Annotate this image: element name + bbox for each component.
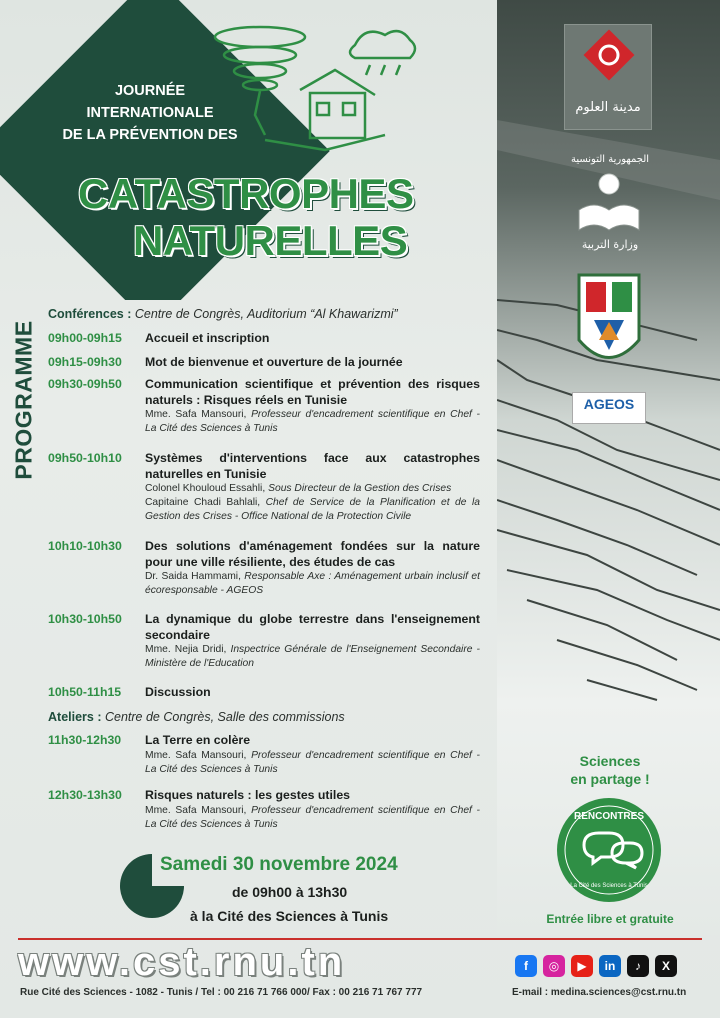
item-speaker bbox=[145, 749, 480, 777]
x-icon[interactable]: X bbox=[655, 955, 677, 977]
speaker-role: Professeur d'encadrement scientifique en Chef - La Cité des Sciences à Tunis bbox=[145, 749, 480, 775]
program-item bbox=[48, 331, 480, 347]
speaker-role: Professeur d'encadrement scientifique en Chef - La Cité des Sciences à Tunis bbox=[145, 409, 480, 434]
title-intro bbox=[30, 80, 270, 146]
civil-protection-badge-icon bbox=[574, 270, 644, 375]
footer-email[interactable]: E-mail : medina.sciences@cst.rnu.tn bbox=[512, 987, 687, 998]
item-time: 10h10-10h30 bbox=[48, 539, 122, 553]
item-title: Accueil et inscription bbox=[145, 331, 270, 345]
speaker-name: Mme. Nejia Dridi, bbox=[145, 644, 227, 655]
item-title: Des solutions d'aménagement fondées sur la nature pour une ville résiliente, des études de cas bbox=[145, 539, 480, 569]
instagram-icon[interactable]: ◎ bbox=[543, 955, 565, 977]
rencontres-subtext: La Cité des Sciences à Tunis bbox=[570, 883, 648, 889]
ageos-logo: AGEOS bbox=[572, 392, 646, 424]
event-date: Samedi 30 novembre 2024 bbox=[160, 854, 398, 875]
republic-text: الجمهورية التونسية bbox=[570, 154, 650, 165]
linkedin-icon[interactable]: in bbox=[599, 955, 621, 977]
speaker-name: Mme. Safa Mansouri, bbox=[145, 804, 247, 816]
speaker-role: Inspectrice Générale de l'Enseignement Secondaire - Ministère de l'Education bbox=[145, 644, 480, 669]
rencontres-logo bbox=[554, 795, 664, 905]
medina-diamond-icon bbox=[565, 25, 653, 105]
sciences-text: Sciences bbox=[579, 753, 641, 769]
workshop-item bbox=[48, 788, 480, 832]
item-time: 12h30-13h30 bbox=[48, 788, 122, 802]
speaker-name: Dr. Saida Hammami, bbox=[145, 571, 241, 582]
event-place: à la Cité des Sciences à Tunis bbox=[190, 908, 389, 924]
item-speaker bbox=[145, 408, 480, 436]
item-title: Mot de bienvenue et ouverture de la journée bbox=[145, 355, 403, 369]
ateliers-heading bbox=[48, 710, 345, 724]
title-line-2: INTERNATIONALE bbox=[86, 105, 214, 121]
item-time: 10h50-11h15 bbox=[48, 685, 122, 699]
facebook-icon[interactable]: f bbox=[515, 955, 537, 977]
item-time: 09h30-09h50 bbox=[48, 377, 122, 391]
program-item bbox=[48, 451, 480, 524]
main-title-catastrophes: CATASTROPHES bbox=[78, 170, 414, 217]
ateliers-location: Centre de Congrès, Salle des commissions bbox=[104, 710, 345, 724]
title-line-3: DE LA PRÉVENTION DES bbox=[62, 127, 238, 143]
speaker-role: Professeur d'encadrement scientifique en Chef - La Cité des Sciences à Tunis bbox=[145, 804, 480, 830]
speaker-role: Chef de Service de la Planification et de la Gestion des Crises - Office National de la Protection Civile bbox=[145, 497, 480, 522]
item-title: La Terre en colère bbox=[145, 733, 251, 747]
ateliers-label: Ateliers : bbox=[48, 710, 102, 724]
program-item bbox=[48, 377, 480, 436]
rencontres-text: RENCONTRES bbox=[573, 811, 645, 822]
tiktok-icon[interactable]: ♪ bbox=[627, 955, 649, 977]
conferences-heading bbox=[48, 307, 398, 321]
program-item bbox=[48, 539, 480, 598]
item-title: La dynamique du globe terrestre dans l'enseignement secondaire bbox=[145, 612, 480, 642]
item-speaker bbox=[145, 496, 480, 524]
main-title-naturelles: NATURELLES bbox=[133, 217, 408, 264]
en-partage-text: en partage ! bbox=[570, 771, 650, 787]
item-time: 10h30-10h50 bbox=[48, 612, 122, 626]
speaker-role: Responsable Axe : Aménagement urbain inclusif et écoresponsable - AGEOS bbox=[145, 571, 480, 596]
item-time: 09h50-10h10 bbox=[48, 451, 122, 465]
item-speaker bbox=[145, 482, 480, 496]
item-speaker bbox=[145, 643, 480, 671]
program-item bbox=[48, 355, 480, 371]
speaker-name: Mme. Safa Mansouri, bbox=[145, 749, 247, 761]
website-link[interactable]: www.cst.rnu.tn bbox=[18, 940, 346, 984]
item-title: Communication scientifique et prévention des risques naturels : Risques réels en Tunisie bbox=[145, 377, 480, 407]
item-speaker bbox=[145, 570, 480, 598]
free-entry-text: Entrée libre et gratuite bbox=[546, 912, 674, 926]
ministry-book-icon bbox=[574, 170, 644, 238]
sciences-en-partage bbox=[540, 752, 680, 788]
workshop-item bbox=[48, 733, 480, 777]
title-line-1: JOURNÉE bbox=[114, 83, 186, 99]
item-time: 11h30-12h30 bbox=[48, 733, 122, 747]
item-title: Risques naturels : les gestes utiles bbox=[145, 788, 351, 802]
programme-label bbox=[4, 312, 44, 487]
conferences-label: Conférences : bbox=[48, 307, 132, 321]
event-hours: de 09h00 à 13h30 bbox=[232, 884, 348, 900]
item-speaker bbox=[145, 804, 480, 832]
conferences-location: Centre de Congrès, Auditorium “Al Khawarizmi” bbox=[134, 307, 398, 321]
footer-address: Rue Cité des Sciences - 1082 - Tunis / Tel : 00 216 71 766 000/ Fax : 00 216 71 767 777 bbox=[20, 987, 423, 998]
speaker-role: Sous Directeur de la Gestion des Crises bbox=[268, 483, 452, 494]
ministry-text: وزارة التربية bbox=[581, 238, 639, 251]
social-icons bbox=[515, 955, 677, 977]
item-time: 09h15-09h30 bbox=[48, 355, 122, 369]
youtube-icon[interactable]: ▶ bbox=[571, 955, 593, 977]
programme-label-text: PROGRAMME bbox=[10, 319, 37, 480]
item-title: Discussion bbox=[145, 685, 211, 699]
item-time: 09h00-09h15 bbox=[48, 331, 122, 345]
speaker-name: Capitaine Chadi Bahlali, bbox=[145, 497, 261, 508]
medina-logo-text: مدينة العلوم bbox=[575, 100, 641, 115]
program-item bbox=[48, 685, 480, 701]
speaker-name: Mme. Safa Mansouri, bbox=[145, 409, 247, 420]
program-item bbox=[48, 612, 480, 671]
speaker-name: Colonel Khouloud Essahli, bbox=[145, 483, 266, 494]
item-title: Systèmes d'interventions face aux catastrophes naturelles en Tunisie bbox=[145, 451, 480, 481]
